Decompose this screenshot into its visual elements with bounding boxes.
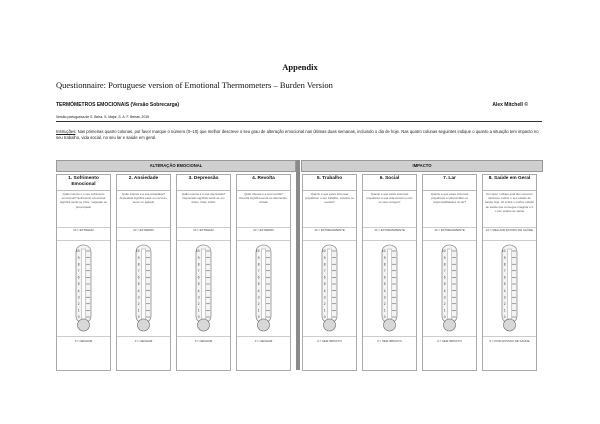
thermometer-tube — [328, 249, 332, 319]
instructions-text: : Nas primeiras quatro colunas, por favor marque o número (0–10) que melhor descreve o seu grau de alteração emocional nas últimas duas semanas, incluindo o dia de hoje. Nas quatro colunas seguintes indique o quanto a situação tem impacto no seu trabalho, vida social, no seu lar e saúde em geral. — [56, 129, 539, 140]
scale-number: 0 — [503, 315, 506, 320]
scale-number: 6 — [257, 275, 260, 280]
scale-top-label: 10 = EXTREMO — [177, 228, 230, 241]
scale-number: 7 — [77, 269, 80, 273]
thermometer-tube — [262, 249, 266, 319]
scale-number: 0 — [383, 315, 386, 320]
scale-number: 8 — [77, 262, 80, 267]
scale-bottom-label: 0 = NENHUM — [194, 339, 213, 343]
scale-number: 5 — [503, 282, 506, 287]
scale-top-label: 10 = EXTREMAMENTE — [363, 228, 416, 241]
thermometer-column — [482, 174, 537, 371]
scale-number: 9 — [323, 255, 326, 260]
thermometer-bulb — [258, 319, 270, 331]
scale-number: 3 — [383, 295, 386, 300]
column-title: 5. Trabalho — [303, 175, 356, 191]
scale-number: 10 — [135, 249, 140, 254]
scale-number: 0 — [443, 315, 446, 320]
scale-number: 5 — [443, 282, 446, 287]
scale-number: 3 — [503, 295, 506, 300]
scale-number: 1 — [257, 308, 260, 313]
section-divider — [296, 160, 300, 370]
scale-number: 8 — [137, 262, 140, 267]
column-title: 7. Lar — [423, 175, 476, 191]
scale-number: 6 — [383, 275, 386, 280]
scale-number: 2 — [383, 302, 386, 306]
scale-top-label: 10 = EXTREMO — [237, 228, 290, 241]
sheet-author: Alex Mitchell © — [492, 102, 528, 108]
scale-number: 10 — [381, 249, 386, 254]
thermometer-graphic — [117, 241, 170, 336]
thermometer-tube — [82, 249, 86, 319]
thermometer-bulb — [138, 319, 150, 331]
thermometer-graphic — [237, 241, 290, 336]
scale-top-label: 10 = EXTREMAMENTE — [423, 228, 476, 241]
scale-bottom-label: 0 = PIOR ESTADO DE SAÚDE — [489, 339, 530, 343]
scale-number: 1 — [443, 308, 446, 313]
thermometer-graphic — [363, 241, 416, 336]
scale-number: 6 — [77, 275, 80, 280]
scale-number: 9 — [383, 255, 386, 260]
scale-number: 10 — [255, 249, 260, 254]
scale-number: 6 — [503, 275, 506, 280]
scale-number: 9 — [503, 255, 506, 260]
scale-number: 8 — [197, 262, 200, 267]
scale-number: 9 — [137, 255, 140, 260]
thermometer-bulb — [324, 319, 336, 331]
scale-bottom-label: 0 = SEM IMPACTO — [437, 339, 462, 343]
section-impact: IMPACTO — [301, 160, 543, 172]
scale-number: 2 — [503, 302, 506, 306]
scale-number: 4 — [257, 288, 260, 293]
scale-number: 8 — [383, 262, 386, 267]
thermometer-column — [422, 174, 477, 371]
scale-number: 5 — [323, 282, 326, 287]
scale-number: 9 — [197, 255, 200, 260]
scale-number: 10 — [501, 249, 506, 254]
thermometer-bulb — [198, 319, 210, 331]
scale-number: 3 — [257, 295, 260, 300]
scale-bottom-label: 0 = SEM IMPACTO — [377, 339, 402, 343]
thermometer-grid — [56, 160, 542, 370]
questionnaire-title: Questionnaire: Portuguese version of Emotional Thermometers – Burden Version — [56, 80, 333, 90]
scale-number: 5 — [257, 282, 260, 287]
column-question: Quão intenso é o seu sofrimento emocional? Sofrimento emocional significa sentir-se triste, magoado ou preocupado — [57, 191, 110, 228]
scale-number: 4 — [137, 288, 140, 293]
scale-number: 2 — [443, 302, 446, 306]
column-question: Por favor, indique qual dos números descreve melhor o seu estado de saúde hoje. 10 indica o melhor estado de saúde que consegue imaginar e 0 o pior estado de saúde — [483, 191, 536, 228]
scale-number: 4 — [443, 288, 446, 293]
scale-number: 7 — [443, 269, 446, 273]
scale-number: 5 — [383, 282, 386, 287]
scale-number: 2 — [257, 302, 260, 306]
scale-number: 7 — [197, 269, 200, 273]
thermometer-tube — [508, 249, 512, 319]
column-title: 6. Social — [363, 175, 416, 191]
thermometer-graphic — [57, 241, 110, 336]
thermometer-tube — [448, 249, 452, 319]
thermometer[interactable] — [237, 241, 290, 337]
scale-number: 1 — [323, 308, 326, 313]
scale-number: 4 — [197, 288, 200, 293]
scale-number: 5 — [77, 282, 80, 287]
scale-number: 4 — [77, 288, 80, 293]
version-line: Versão portuguesa de S. Beira, S. Major, S. A. F. Beiras, 2015 — [56, 115, 542, 122]
scale-number: 2 — [137, 302, 140, 306]
sheet-header — [56, 100, 542, 110]
scale-number: 1 — [197, 308, 200, 313]
scale-number: 3 — [77, 295, 80, 300]
scale-top-label: 10 = EXTREMAMENTE — [303, 228, 356, 241]
scale-number: 7 — [383, 269, 386, 273]
thermometer-column — [116, 174, 171, 371]
thermometer-bulb — [504, 319, 516, 331]
scale-number: 3 — [323, 295, 326, 300]
thermometer-graphic — [483, 241, 536, 336]
scale-number: 0 — [137, 315, 140, 320]
scale-number: 10 — [321, 249, 326, 254]
scale-bottom-label: 0 = NENHUM — [134, 339, 153, 343]
scale-number: 1 — [77, 308, 80, 313]
thermometer-column — [362, 174, 417, 371]
thermometer-column — [176, 174, 231, 371]
column-question: Quanto é que estes sintomas prejudicam a sua vida social ou com os seus amigos? — [363, 191, 416, 228]
thermometer-graphic — [423, 241, 476, 336]
instructions — [56, 129, 542, 140]
column-title: 1. Sofrimento Emocional — [57, 175, 110, 191]
thermometer-tube — [388, 249, 392, 319]
scale-number: 0 — [323, 315, 326, 320]
thermometer-tube — [202, 249, 206, 319]
scale-bottom-label: 0 = NENHUM — [74, 339, 93, 343]
scale-number: 8 — [443, 262, 446, 267]
thermometer-column — [236, 174, 291, 371]
column-title: 2. Ansiedade — [117, 175, 170, 191]
thermometer-graphic — [177, 241, 230, 336]
thermometer-bulb — [384, 319, 396, 331]
scale-number: 7 — [257, 269, 260, 273]
thermometer[interactable] — [117, 241, 170, 337]
column-title: 4. Revolta — [237, 175, 290, 191]
column-question: Quão intensa é a sua revolta? Revolta significa sentir-se aborrecido, irritado — [237, 191, 290, 228]
thermometer-column — [56, 174, 111, 371]
scale-top-label: 10 = EXTREMO — [117, 228, 170, 241]
scale-bottom-label: 0 = NENHUM — [254, 339, 273, 343]
scale-number: 8 — [257, 262, 260, 267]
thermometer[interactable] — [483, 241, 536, 337]
scale-number: 9 — [257, 255, 260, 260]
scale-top-label: 10 = MELHOR ESTADO DE SAÚDE — [483, 228, 536, 241]
thermometer-bulb — [444, 319, 456, 331]
scale-number: 4 — [503, 288, 506, 293]
scale-number: 1 — [383, 308, 386, 313]
scale-number: 5 — [137, 282, 140, 287]
scale-number: 5 — [197, 282, 200, 287]
scale-top-label: 10 = EXTREMO — [57, 228, 110, 241]
scale-bottom-label: 0 = SEM IMPACTO — [317, 339, 342, 343]
thermometer[interactable] — [423, 241, 476, 337]
scale-number: 8 — [323, 262, 326, 267]
scale-number: 0 — [77, 315, 80, 320]
thermometer[interactable] — [57, 241, 110, 337]
scale-number: 2 — [77, 302, 80, 306]
scale-number: 10 — [75, 249, 80, 254]
thermometer[interactable] — [363, 241, 416, 337]
scale-number: 6 — [443, 275, 446, 280]
scale-number: 7 — [137, 269, 140, 273]
scale-number: 7 — [503, 269, 506, 273]
thermometer-bulb — [78, 319, 90, 331]
scale-number: 10 — [195, 249, 200, 254]
scale-number: 7 — [323, 269, 326, 273]
column-title: 8. Saúde em Geral — [483, 175, 536, 191]
scale-number: 1 — [137, 308, 140, 313]
thermometer[interactable] — [303, 241, 356, 337]
scale-number: 8 — [503, 262, 506, 267]
questionnaire-sheet — [56, 100, 542, 343]
scale-number: 6 — [197, 275, 200, 280]
column-question: Quão intensa é a sua ansiedade? Ansiedade significa estar ou nervoso, tenso ou agitado — [117, 191, 170, 228]
thermometer-column — [302, 174, 357, 371]
scale-number: 1 — [503, 308, 506, 313]
column-question: Quanto é que estes sintomas prejudicam o seu trabalho, estudos ou escola? — [303, 191, 356, 228]
scale-number: 6 — [137, 275, 140, 280]
column-question: Quanto é que estes sintomas prejudicam a vida familiar ou responsabilidades do lar? — [423, 191, 476, 228]
scale-number: 4 — [383, 288, 386, 293]
scale-number: 2 — [323, 302, 326, 306]
scale-number: 3 — [137, 295, 140, 300]
scale-number: 6 — [323, 275, 326, 280]
thermometer-graphic — [303, 241, 356, 336]
column-question: Quão intensa é a sua depressão? Depressão significa sentir-se em baixo, triste, infeliz — [177, 191, 230, 228]
scale-number: 10 — [441, 249, 446, 254]
scale-number: 4 — [323, 288, 326, 293]
appendix-heading: Appendix — [282, 62, 318, 72]
scale-number: 2 — [197, 302, 200, 306]
scale-number: 0 — [257, 315, 260, 320]
scale-number: 3 — [197, 295, 200, 300]
thermometer[interactable] — [177, 241, 230, 337]
section-emotional-change: ALTERAÇÃO EMOCIONAL — [56, 160, 296, 172]
scale-number: 9 — [443, 255, 446, 260]
scale-number: 3 — [443, 295, 446, 300]
sheet-title: TERMÓMETROS EMOCIONAIS (Versão Sobrecarga) — [56, 102, 180, 108]
instructions-label: Instruções — [56, 129, 76, 134]
column-title: 3. Depressão — [177, 175, 230, 191]
scale-number: 0 — [197, 315, 200, 320]
thermometer-tube — [142, 249, 146, 319]
scale-number: 9 — [77, 255, 80, 260]
